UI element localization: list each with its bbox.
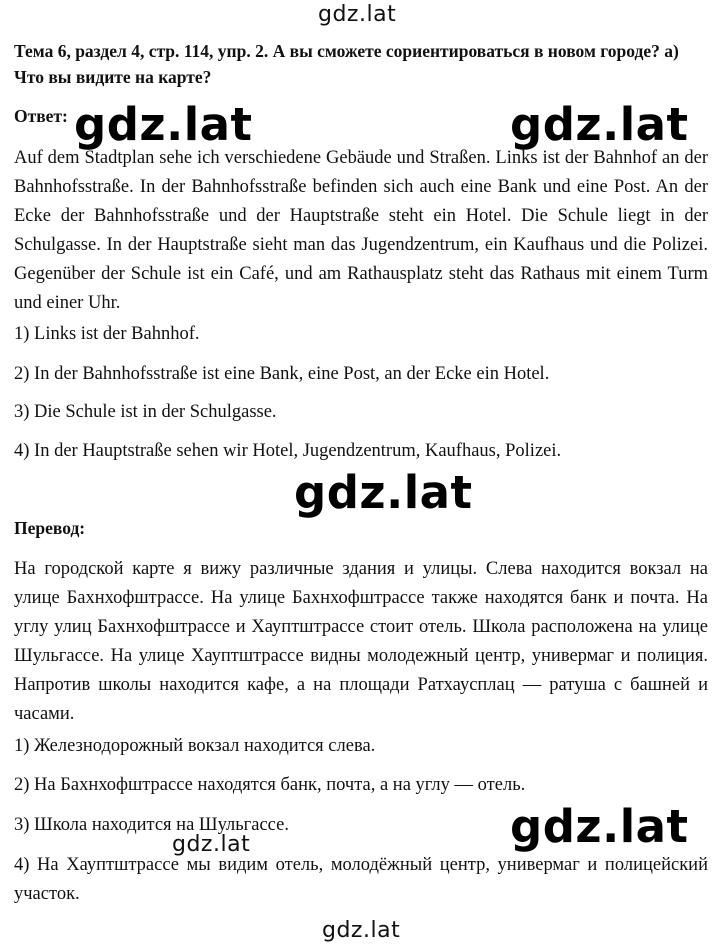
answer-item-2: 2) In der Bahnhofsstraße ist eine Bank, eine Post, an der Ecke ein Hotel. [14, 364, 550, 384]
answer-item-1: 1) Links ist der Bahnhof. [14, 324, 200, 344]
watermark-small-bottom-left: gdz.lat [172, 832, 251, 857]
watermark-big-center: gdz.lat [294, 466, 473, 519]
translation-paragraph: На городской карте я вижу различные здания и улицы. Слева находится вокзал на улице Бахнхофштрассе. На улице Бахнхофштрассе также находятся банк и почта. На углу улиц Бахнхофштрассе и Хауптштрассе стоит отель. Школа расположена на улице Шульгассе. На улице Хауптштрассе видны молодежный центр, универмаг и полиция. Напротив школы находится кафе, а на площади Ратхаусплац — ратуша с башней и часами. [14, 559, 708, 724]
exercise-title: Тема 6, раздел 4, стр. 114, упр. 2. А вы сможете сориентироваться в новом городе? а) Что вы видите на карте? [14, 41, 679, 87]
translation-item-1: 1) Железнодорожный вокзал находится слева. [14, 736, 376, 756]
translation-item-3: 3) Школа находится на Шульгассе. [14, 815, 289, 835]
answer-paragraph: Auf dem Stadtplan sehe ich verschiedene Gebäude und Straßen. Links ist der Bahnhof an der Bahnhofsstraße. In der Bahnhofsstraße befinden sich auch eine Bank und eine Post. An der Ecke der Bahnhofsstraße und der Hauptstraße steht ein Hotel. Die Schule liegt in der Schulgasse. In der Hauptstraße sieht man das Jugendzentrum, ein Kaufhaus und die Polizei. Gegenüber der Schule ist ein Café, und am Rathausplatz steht das Rathaus mit einem Turm und einer Uhr. [14, 148, 708, 313]
watermark-top: gdz.lat [318, 2, 397, 27]
answer-label: Ответ: [14, 106, 68, 126]
translation-item-4: 4) На Хауптштрассе мы видим отель, молодёжный центр, универмаг и полицейский участок. [14, 855, 708, 904]
watermark-big-left: gdz.lat [74, 98, 253, 151]
watermark-big-right: gdz.lat [510, 98, 689, 151]
translation-item-2: 2) На Бахнхофштрассе находятся банк, почта, а на углу — отель. [14, 775, 526, 795]
answer-item-4: 4) In der Hauptstraße sehen wir Hotel, Jugendzentrum, Kaufhaus, Polizei. [14, 441, 562, 461]
translation-label: Перевод: [14, 518, 86, 538]
watermark-big-bottom-right: gdz.lat [510, 800, 689, 853]
watermark-bottom: gdz.lat [322, 918, 401, 943]
answer-item-3: 3) Die Schule ist in der Schulgasse. [14, 402, 277, 422]
